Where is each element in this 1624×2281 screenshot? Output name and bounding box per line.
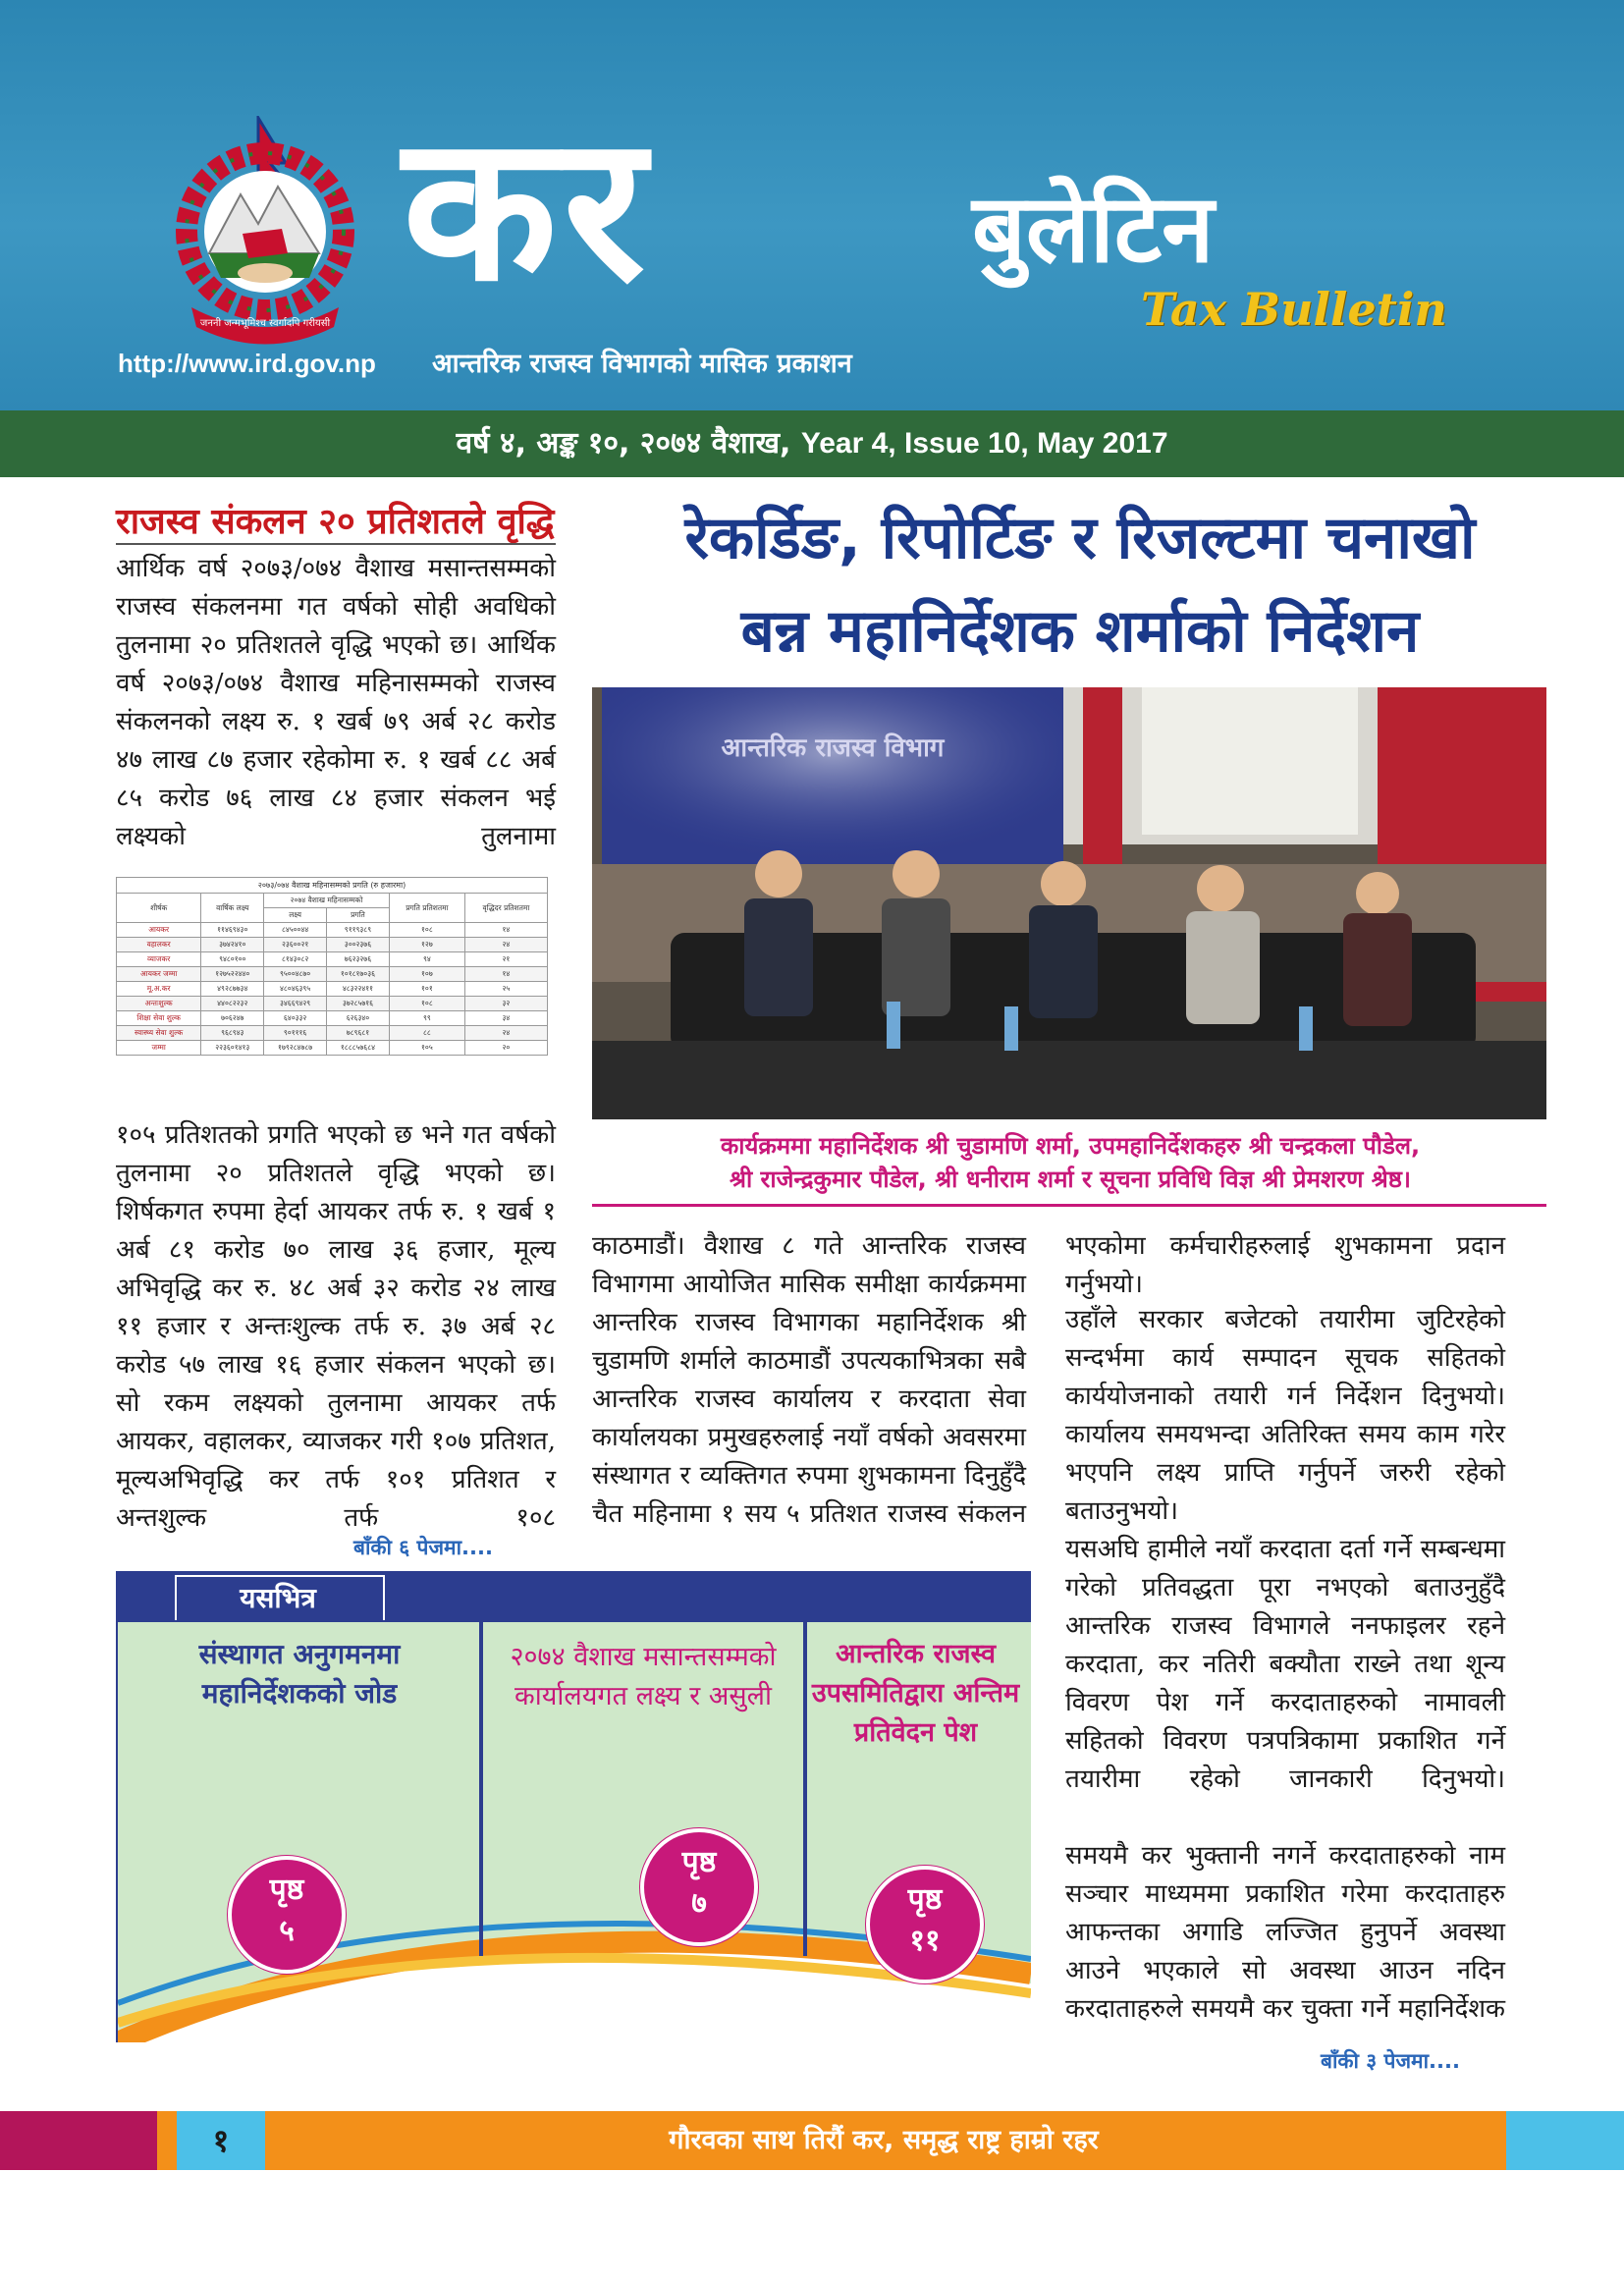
inside-teaser-1[interactable]: संस्थागत अनुगमनमा महानिर्देशकको जोड — [198, 1638, 401, 1710]
table-row — [117, 1041, 548, 1056]
table-cell: ९४ — [389, 952, 464, 967]
table-cell: ९०१११६ — [264, 1026, 327, 1041]
table-cell: ४८३२२४११ — [327, 982, 390, 997]
right-continued-link[interactable]: बाँकी ३ पेजमा.... — [1321, 2049, 1460, 2073]
table-cell: १०७ — [389, 967, 464, 982]
table-cell: १२७५२२४४० — [201, 967, 264, 982]
table-cell: ८१४३०८२ — [264, 952, 327, 967]
table-row — [117, 952, 548, 967]
table-row — [117, 982, 548, 997]
footer-magenta-block — [0, 2111, 157, 2170]
inside-page-badge-2[interactable] — [640, 1828, 758, 1946]
masthead-brand-big: कर — [403, 90, 652, 326]
page-badge-label: पृष्ठ — [907, 1882, 943, 1917]
issue-line — [0, 410, 1624, 477]
inside-page-badge-1[interactable] — [228, 1856, 346, 1974]
table-cell: ८४५००४४ — [264, 923, 327, 938]
revenue-table — [116, 877, 548, 1056]
revenue-table-header: प्रगति प्रतिशतमा — [389, 894, 464, 923]
revenue-table-body — [117, 923, 548, 1056]
revenue-table-header: प्रगति — [327, 908, 390, 923]
table-cell: ६४०३३२ — [264, 1011, 327, 1026]
table-row-label: शिक्षा सेवा शुल्क — [117, 1011, 201, 1026]
page-badge-number: ७ — [691, 1886, 707, 1921]
table-row-label: वहालकर — [117, 938, 201, 952]
photo-caption-line-2: श्री राजेन्द्रकुमार पौडेल, श्री धनीराम शर्मा र सूचना प्रविधि विज्ञ श्री प्रेमशरण श्रेष्ठ। — [729, 1166, 1412, 1193]
revenue-table-header: लक्ष्य — [264, 908, 327, 923]
table-row — [117, 1011, 548, 1026]
table-cell: ४९२८७७३४ — [201, 982, 264, 997]
table-cell: ३४ — [464, 1011, 547, 1026]
table-cell: ९५००४८७० — [264, 967, 327, 982]
table-row — [117, 938, 548, 952]
revenue-table-caption: २०७३/०७४ वैशाख महिनासम्मको प्रगति (रु हजारमा) — [117, 878, 548, 894]
table-row — [117, 1026, 548, 1041]
table-row — [117, 997, 548, 1011]
table-cell: १०८ — [389, 997, 464, 1011]
table-cell: १०१८१७०३६ — [327, 967, 390, 982]
left-article-paragraph-1: आर्थिक वर्ष २०७३/०७४ वैशाख मसान्तसम्मको राजस्व संकलनमा गत वर्षको सोही अवधिको तुलनामा २० प्रतिशतले वृद्धि भएको छ। आर्थिक वर्ष २०७३/०७४ वैशाख महिनासम्मको राजस्व संकलनको लक्ष्य रु. १ खर्ब ७९ अर्ब २८ करोड ४७ लाख ८७ हजार रहेकोमा रु. १ खर्ब ८८ अर्ब ८५ करोड ७६ लाख ८४ हजार संकलन भई लक्ष्यको तुलनामा — [116, 554, 556, 851]
event-photo — [592, 687, 1546, 1119]
table-row-label: व्याजकर — [117, 952, 201, 967]
svg-text:जननी जन्मभूमिश्च स्वर्गादपि गर: जननी जन्मभूमिश्च स्वर्गादपि गरीयसी — [199, 318, 331, 329]
revenue-table-header: वार्षिक लक्ष्य — [201, 894, 264, 923]
left-article-headline: राजस्व संकलन २० प्रतिशतले वृद्धि — [116, 502, 555, 542]
table-cell: १४ — [464, 923, 547, 938]
revenue-table-header: शीर्षक — [117, 894, 201, 923]
page-badge-label: पृष्ठ — [269, 1873, 304, 1907]
masthead-brand-small: बुलेटिन — [972, 173, 1215, 284]
table-cell: १४ — [464, 967, 547, 982]
table-cell: ९९ — [389, 1011, 464, 1026]
inside-teaser-3[interactable]: आन्तरिक राजस्व उपसमितिद्वारा अन्तिम प्रतिवेदन पेश — [811, 1639, 1020, 1748]
table-row-label: जम्मा — [117, 1041, 201, 1056]
main-article-paragraph-1: काठमाडौं। वैशाख ८ गते आन्तरिक राजस्व विभागमा आयोजित मासिक समीक्षा कार्यक्रममा आन्तरिक राजस्व विभागका महानिर्देशक श्री चुडामणि शर्माले काठमाडौं उपत्यकाभित्रका सबै आन्तरिक राजस्व कार्यालय र करदाता सेवा कार्यालयका प्रमुखहरुलाई नयाँ वर्षको अवसरमा संस्थागत र व्यक्तिगत रुपमा शुभकामना दिनुहुँदै चैत महिनामा १ सय ५ प्रतिशत राजस्व संकलन — [592, 1231, 1026, 1529]
table-row-label: मू.अ.कर — [117, 982, 201, 997]
table-row-label: आयकर — [117, 923, 201, 938]
main-headline-line-1: रेकर्डिङ, रिपोर्टिङ र रिजल्टमा चनाखो — [684, 504, 1476, 572]
table-row-label: आयकर जम्मा — [117, 967, 201, 982]
table-row — [117, 967, 548, 982]
caption-rule — [592, 1204, 1546, 1207]
masthead-brand-english: Tax Bulletin — [1141, 283, 1447, 336]
main-article-paragraph-3: उहाँले सरकार बजेटको तयारीमा जुटिरहेको सन्दर्भमा कार्य सम्पादन सूचक सहितको कार्ययोजनाको तयारी गर्न निर्देशन दिनुभयो। कार्यालय समयभन्दा अतिरिक्त समय काम गरेर भएपनि लक्ष्य प्राप्ति गर्नुपर्ने जरुरी रहेको बताउनुभयो। — [1065, 1305, 1505, 1526]
issue-english: Year 4, Issue 10, May 2017 — [800, 427, 1168, 460]
main-article-paragraph-5: समयमै कर भुक्तानी नगर्ने करदाताहरुको नाम सञ्चार माध्यममा प्रकाशित गरेमा करदाताहरु आफन्तका अगाडि लज्जित हुनुपर्ने अवस्था आउने भएकाले सो अवस्था आउन नदिन करदाताहरुले समयमै कर चुक्ता गर्ने महानिर्देशक — [1065, 1841, 1505, 2024]
table-cell: ८८ — [389, 1026, 464, 1041]
page-badge-label: पृष्ठ — [681, 1845, 717, 1879]
footer-slogan: गौरवका साथ तिरौं कर, समृद्ध राष्ट्र हाम्रो रहर — [669, 2125, 1099, 2155]
table-cell: ३७४२४१० — [201, 938, 264, 952]
table-row-label: अन्तःशुल्क — [117, 997, 201, 1011]
table-cell: २४ — [464, 1026, 547, 1041]
table-cell: १२७ — [389, 938, 464, 952]
revenue-table-group-header: २०७४ वैशाख महिनासम्मको — [264, 894, 390, 908]
table-cell: १८८८५७६८४ — [327, 1041, 390, 1056]
table-cell: ४४०८२२३२ — [201, 997, 264, 1011]
main-headline-line-2: बन्न महानिर्देशक शर्माको निर्देशन — [740, 597, 1420, 666]
table-cell: २३६००२१ — [264, 938, 327, 952]
nepal-emblem-icon — [172, 116, 358, 347]
table-cell: ७६२३२७६ — [327, 952, 390, 967]
table-cell: २५ — [464, 982, 547, 997]
inside-separator — [479, 1622, 483, 1956]
table-cell: ६२६३४० — [327, 1011, 390, 1026]
table-cell: १७९२८४७८७ — [264, 1041, 327, 1056]
left-continued-link[interactable]: बाँकी ६ पेजमा.... — [353, 1536, 493, 1559]
table-cell: २२३६०१४१३ — [201, 1041, 264, 1056]
site-url-link[interactable]: http://www.ird.gov.np — [118, 349, 376, 378]
table-cell: २४ — [464, 938, 547, 952]
table-cell: १०८ — [389, 923, 464, 938]
footer-cyan-block — [1506, 2111, 1624, 2170]
main-article-paragraph-4: यसअघि हामीले नयाँ करदाता दर्ता गर्ने सम्बन्धमा गरेको प्रतिवद्धता पूरा नभएको बताउनुहुँदै आन्तरिक राजस्व विभागले ननफाइलर रहने करदाता, कर नतिरी बक्यौता राख्ने तथा शून्य विवरण पेश गर्ने करदाताहरुको नामावली सहितको विवरण पत्रपत्रिकामा प्रकाशित गर्ने तयारीमा रहेको जानकारी दिनुभयो। — [1065, 1535, 1505, 1794]
table-cell: ११४६९४३० — [201, 923, 264, 938]
table-cell: ७०६२४७ — [201, 1011, 264, 1026]
table-cell: ९६८९४३ — [201, 1026, 264, 1041]
inside-page-badge-3[interactable] — [866, 1866, 984, 1983]
inside-separator — [803, 1622, 807, 1956]
table-cell: ७८९६८१ — [327, 1026, 390, 1041]
table-cell: ३२ — [464, 997, 547, 1011]
left-headline-rule — [116, 543, 556, 545]
table-cell: २० — [464, 1041, 547, 1056]
main-article-paragraph-2: भएकोमा कर्मचारीहरुलाई शुभकामना प्रदान गर्नुभयो। — [1065, 1231, 1505, 1299]
masthead-tagline: आन्तरिक राजस्व विभागको मासिक प्रकाशन — [432, 349, 852, 379]
page-number: १ — [212, 2122, 230, 2159]
revenue-table-header: वृद्धिदर प्रतिशतमा — [464, 894, 547, 923]
table-cell: ४८०४६३९५ — [264, 982, 327, 997]
table-cell: ३४६६९४२९ — [264, 997, 327, 1011]
inside-teaser-2[interactable]: २०७४ वैशाख मसान्तसम्मको कार्यालयगत लक्ष्य र असुली — [510, 1642, 777, 1711]
table-cell: ३७२८५७१६ — [327, 997, 390, 1011]
table-cell: २१ — [464, 952, 547, 967]
left-article-paragraph-2: १०५ प्रतिशतको प्रगति भएको छ भने गत वर्षको तुलनामा २० प्रतिशतले वृद्धि भएको छ। शिर्षकगत रुपमा हेर्दा आयकर तर्फ रु. १ खर्ब १ अर्ब ८१ करोड ७० लाख ३६ हजार, मूल्य अभिवृद्धि कर रु. ४८ अर्ब ३२ करोड २४ लाख ११ हजार र अन्तःशुल्क तर्फ रु. ३७ अर्ब २८ करोड ५७ लाख १६ हजार संकलन भएको छ। सो रकम लक्ष्यको तुलनामा आयकर तर्फ आयकर, वहालकर, व्याजकर गरी १०७ प्रतिशत, मूल्यअभिवृद्धि कर तर्फ १०१ प्रतिशत र अन्तशुल्क तर्फ १०८ — [116, 1120, 556, 1533]
table-row — [117, 923, 548, 938]
page-badge-number: ११ — [909, 1924, 941, 1958]
issue-nepali: वर्ष ४, अङ्क १०, २०७४ वैशाख, — [456, 426, 791, 461]
photo-caption-line-1: कार्यक्रममा महानिर्देशक श्री चुडामणि शर्मा, उपमहानिर्देशकहरु श्री चन्द्रकला पौडेल, — [720, 1132, 1421, 1160]
photo-banner-text: आन्तरिक राजस्व विभाग — [721, 733, 945, 763]
table-cell: ९११९३८९ — [327, 923, 390, 938]
table-cell: १०५ — [389, 1041, 464, 1056]
table-row-label: स्वास्थ्य सेवा शुल्क — [117, 1026, 201, 1041]
table-cell: ३००२३७६ — [327, 938, 390, 952]
table-cell: ९४८०१०० — [201, 952, 264, 967]
inside-title: यसभित्र — [240, 1582, 316, 1614]
table-cell: १०१ — [389, 982, 464, 997]
page-badge-number: ५ — [279, 1914, 295, 1948]
